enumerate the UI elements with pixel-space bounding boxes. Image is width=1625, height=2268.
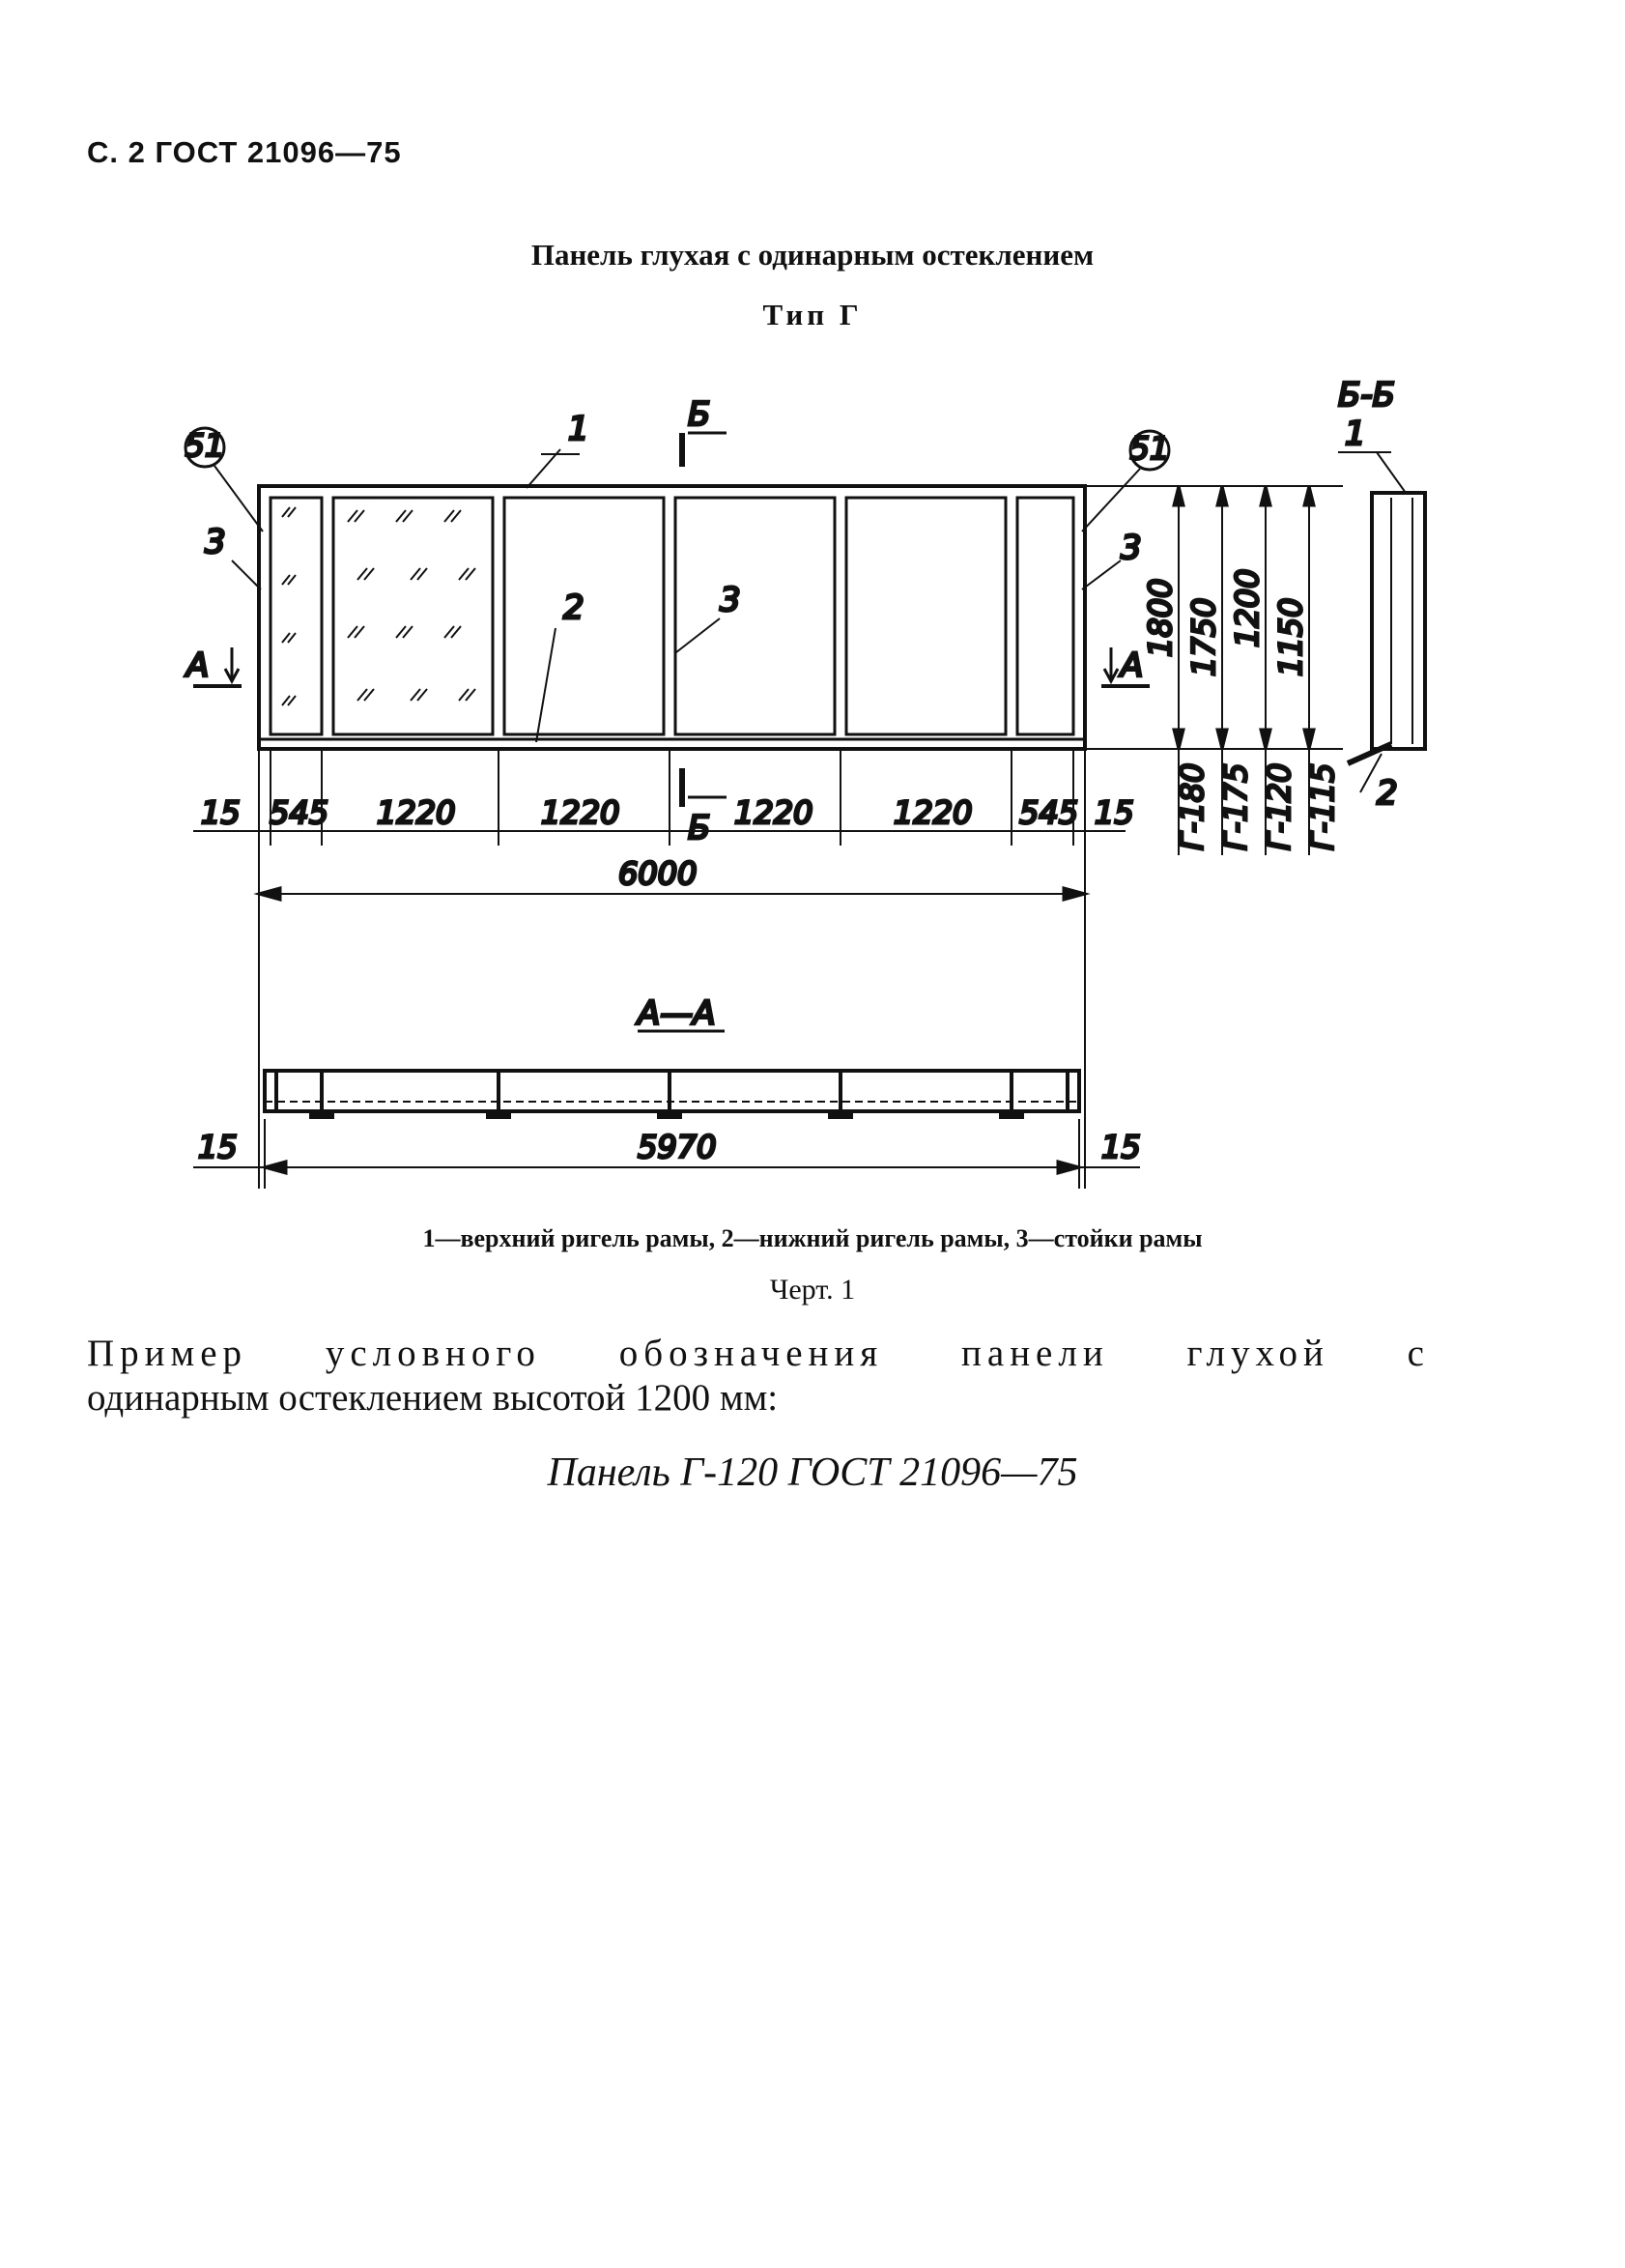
section-a-right-label: А	[1121, 646, 1144, 685]
bay-dim-4: 1220	[541, 794, 620, 831]
window-6	[1017, 498, 1073, 734]
section-b-top-label: Б	[688, 395, 711, 434]
section-bb-callout-2: 2	[1377, 774, 1398, 813]
panel-outer-frame	[259, 486, 1085, 749]
section-b-bottom-label: Б	[688, 809, 711, 847]
callout-2-label: 2	[563, 589, 584, 627]
callout-3-mid-leader	[676, 618, 720, 652]
section-a-left-label: А	[186, 646, 210, 685]
mark-g115: Г-115	[1304, 762, 1341, 850]
section-bb-profile	[1372, 493, 1425, 749]
window-5	[846, 498, 1006, 734]
node-label-left: 51	[185, 427, 225, 464]
bay-dim-1: 15	[201, 794, 241, 831]
section-bb-callout-1: 1	[1345, 415, 1366, 453]
drawing-legend: 1—верхний ригель рамы, 2—нижний ригель рамы, 3—стойки рамы	[422, 1224, 1203, 1252]
glazing-hatch	[282, 507, 475, 705]
overall-width-label: 6000	[618, 855, 698, 892]
designation-paragraph	[87, 1332, 1430, 1421]
drawing-subtitle: Тип Г	[762, 298, 863, 331]
node-leader-right	[1082, 469, 1140, 531]
callout-3-right-leader	[1082, 560, 1121, 589]
paragraph-line-1: Пример условного обозначения панели глухой с	[87, 1333, 1430, 1374]
designation-example: Панель Г-120 ГОСТ 21096—75	[547, 1450, 1078, 1495]
height-1750: 1750	[1185, 597, 1222, 676]
node-leader-left	[214, 466, 263, 531]
section-aa-label: А—А	[638, 994, 716, 1033]
plan-left-offset-label: 15	[198, 1129, 238, 1165]
bay-dim-3: 1220	[377, 794, 456, 831]
window-1	[271, 498, 322, 734]
section-bb-callout-leader	[1377, 452, 1406, 493]
drawing-title: Панель глухая с одинарным остеклением	[530, 238, 1095, 272]
callout-2-leader	[536, 628, 556, 742]
section-bb-label: Б-Б	[1338, 376, 1395, 415]
bay-dim-6: 1220	[894, 794, 973, 831]
plan-right-offset-label: 15	[1101, 1129, 1141, 1165]
height-1200: 1200	[1229, 568, 1266, 647]
window-4	[675, 498, 835, 734]
mark-g175: Г-175	[1217, 762, 1254, 850]
callout-3-left-leader	[232, 560, 261, 589]
bay-dim-7: 545	[1019, 794, 1079, 831]
section-bb-bottom-flange	[1348, 744, 1391, 763]
callout-3-mid-label: 3	[720, 581, 741, 619]
callout-3-left-label: 3	[205, 523, 226, 561]
height-1800: 1800	[1142, 578, 1179, 657]
callout-3-right-label: 3	[1121, 529, 1142, 567]
section-aa-outline	[265, 1071, 1079, 1111]
mark-g120: Г-120	[1261, 762, 1297, 850]
bay-dim-8: 15	[1095, 794, 1134, 831]
bay-dim-5: 1220	[734, 794, 813, 831]
callout-1-label: 1	[568, 410, 589, 448]
bay-dim-2: 545	[270, 794, 329, 831]
figure-caption: Черт. 1	[769, 1274, 856, 1306]
page-header: С. 2 ГОСТ 21096—75	[87, 135, 402, 169]
paragraph-line-2: одинарным остеклением высотой 1200 мм:	[87, 1377, 779, 1419]
mark-g180: Г-180	[1174, 762, 1211, 850]
height-1150: 1150	[1272, 597, 1309, 676]
node-label-right: 51	[1129, 430, 1170, 467]
section-aa-studs	[276, 1071, 1068, 1111]
plan-width-label: 5970	[638, 1129, 717, 1165]
